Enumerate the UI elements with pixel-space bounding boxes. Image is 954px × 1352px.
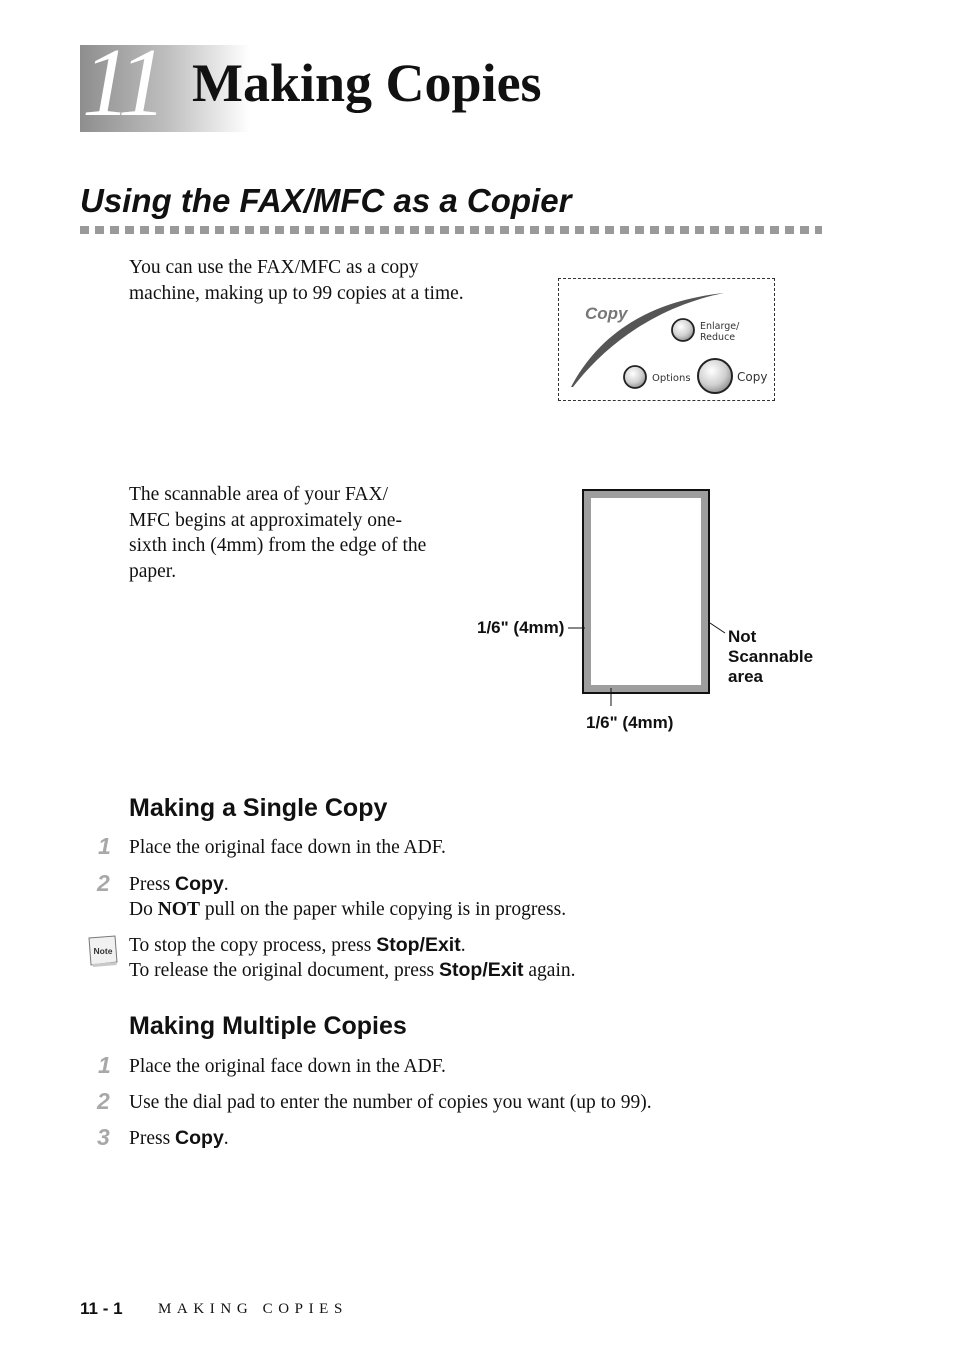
stop-exit-key-name-2: Stop/Exit — [439, 959, 524, 981]
enlarge-label-1: Enlarge/ — [700, 321, 740, 332]
running-footer-title: MAKING COPIES — [158, 1301, 348, 1317]
copy-button — [698, 359, 732, 393]
options-label: Options — [652, 373, 691, 384]
multiple-copies-heading: Making Multiple Copies — [129, 1012, 407, 1040]
control-panel-drawing — [559, 279, 774, 400]
copy-logo: Copy — [585, 304, 628, 323]
page-number: 11 - 1 — [80, 1299, 123, 1318]
note-icon-label: Note — [93, 946, 113, 956]
multi-step-1-number: 1 — [98, 1052, 111, 1078]
scannable-area-diagram — [470, 480, 830, 740]
note-text: To stop the copy process, press Stop/Exit. To release the original document, press Stop/Exit again. — [129, 934, 576, 981]
scannable-area-paragraph — [129, 482, 469, 584]
single-copy-heading: Making a Single Copy — [129, 794, 388, 822]
multi-step-2-text: Use the dial pad to enter the number of copies you want (up to 99). — [129, 1092, 652, 1113]
single-step-2-number: 2 — [97, 870, 110, 896]
scan-line-1: The scannable area of your FAX/ — [129, 484, 388, 505]
single-step-2-text: Press Copy. Do NOT pull on the paper while copying is in progress. — [129, 873, 567, 920]
copy-label: Copy — [737, 370, 768, 384]
scannable-region — [591, 498, 701, 685]
not-scannable-leader — [710, 623, 725, 633]
section-divider — [80, 226, 822, 234]
intro-line-2: machine, making up to 99 copies at a time. — [129, 282, 464, 304]
copy-key-name-2: Copy — [175, 1127, 224, 1149]
chapter-number: 11 — [82, 29, 161, 137]
enlarge-label-2: Reduce — [700, 332, 736, 343]
not-scannable-line-3: area — [728, 667, 763, 686]
scan-line-3: sixth inch (4mm) from the edge of the — [129, 535, 427, 556]
side-margin-label: 1/6" (4mm) — [477, 618, 565, 637]
multi-step-1-text: Place the original face down in the ADF. — [129, 1056, 446, 1077]
intro-paragraph — [129, 255, 509, 306]
enlarge-reduce-button — [672, 319, 694, 341]
not-emphasis: NOT — [157, 899, 200, 920]
options-button — [624, 366, 646, 388]
note-icon — [86, 934, 120, 968]
multi-step-2-number: 2 — [97, 1088, 110, 1114]
multi-step-3-number: 3 — [97, 1124, 110, 1150]
scan-line-2: MFC begins at approximately one- — [129, 509, 402, 531]
multi-step-3-text: Press Copy. — [129, 1127, 229, 1149]
single-step-1-number: 1 — [98, 833, 111, 859]
intro-line-1: You can use the FAX/MFC as a copy — [129, 257, 419, 278]
copy-key-name: Copy — [175, 873, 224, 895]
not-scannable-line-2: Scannable — [728, 647, 814, 666]
stop-exit-key-name: Stop/Exit — [376, 934, 461, 956]
bottom-margin-label: 1/6" (4mm) — [586, 713, 674, 732]
scan-line-4: paper. — [129, 560, 177, 582]
chapter-title: Making Copies — [192, 53, 542, 113]
not-scannable-label — [728, 627, 813, 687]
section-title: Using the FAX/MFC as a Copier — [80, 182, 572, 219]
not-scannable-line-1: Not — [728, 627, 757, 646]
copy-control-panel — [558, 278, 775, 401]
single-step-1-text: Place the original face down in the ADF. — [129, 837, 446, 858]
